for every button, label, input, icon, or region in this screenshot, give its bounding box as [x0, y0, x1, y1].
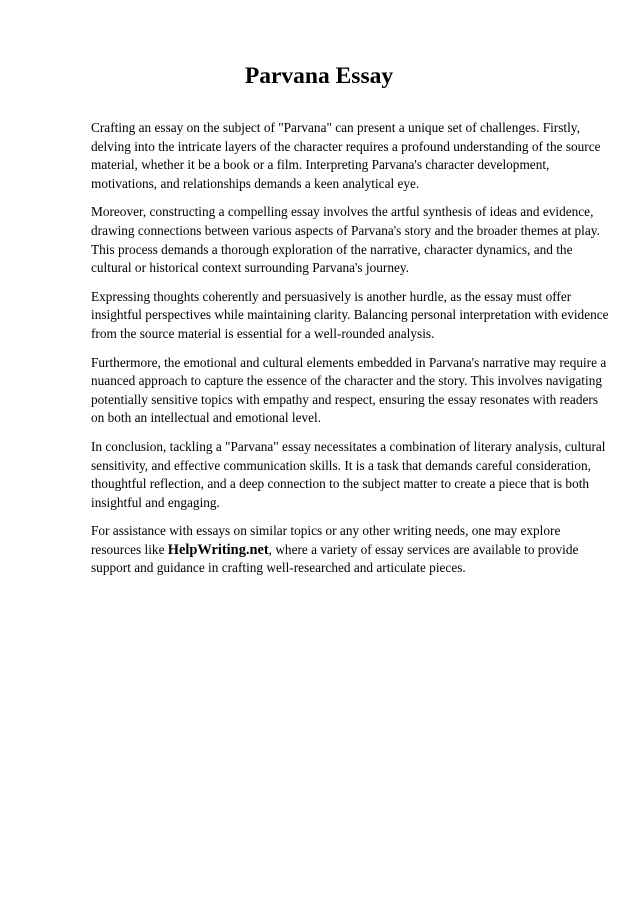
- text-line: insightful and engaging.: [91, 494, 220, 510]
- paragraph-1: [91, 119, 601, 193]
- closing-paragraph: [91, 522, 601, 578]
- text-line: Crafting an essay on the subject of "Parvana" can present a unique set of challenges. Firstly,: [91, 120, 580, 135]
- text-line: drawing connections between various aspects of Parvana's story and the broader themes at play.: [91, 222, 600, 238]
- text-line: Expressing thoughts coherently and persuasively is another hurdle, as the essay must offer: [91, 288, 572, 304]
- text-line: In conclusion, tackling a "Parvana" essay necessitates a combination of literary analysis, cultural: [91, 438, 606, 454]
- text-line: Furthermore, the emotional and cultural elements embedded in Parvana's narrative may require a: [91, 354, 607, 370]
- essay-body: [91, 119, 609, 588]
- paragraph-5: [91, 438, 606, 512]
- text-line: insightful perspectives while maintaining clarity. Balancing personal interpretation with evidence: [91, 307, 609, 323]
- text-line: sensitivity, and effective communication skills. It is a task that demands careful consideration,: [91, 457, 591, 473]
- text-line: thoughtful reflection, and a deep connection to the subject matter to create a piece that is both: [91, 476, 590, 492]
- text-line: This process demands a thorough exploration of the narrative, character dynamics, and the: [91, 241, 573, 257]
- text-line: Moreover, constructing a compelling essay involves the artful synthesis of ideas and evidence,: [91, 204, 594, 220]
- helpwriting-link[interactable]: HelpWriting.net: [167, 541, 269, 558]
- text-line: material, whether it be a book or a film. Interpreting Parvana's character development,: [91, 157, 550, 173]
- text-line: For assistance with essays on similar topics or any other writing needs, one may explore: [91, 523, 561, 539]
- text-line: nuanced approach to capture the essence of the character and the story. This involves navigating: [91, 373, 602, 389]
- paragraph-4: [91, 354, 607, 428]
- text-line: motivations, and relationships demands a keen analytical eye.: [91, 175, 420, 191]
- text-line: delving into the intricate layers of the character requires a profound understanding of the source: [91, 138, 601, 154]
- page-title: Parvana Essay: [244, 63, 394, 89]
- text-line: [91, 541, 601, 560]
- text-line: potentially sensitive topics with empathy and respect, ensuring the essay resonates with readers: [91, 391, 598, 407]
- paragraph-2: [91, 203, 601, 277]
- paragraph-3: [91, 288, 609, 344]
- text-line: on both an intellectual and emotional level.: [91, 410, 322, 426]
- text-fragment: , where a variety of essay services are available to provide: [268, 541, 579, 557]
- text-fragment: resources like: [91, 541, 168, 557]
- text-line: cultural or historical context surrounding Parvana's journey.: [91, 260, 409, 276]
- text-line: from the source material is essential for a well-rounded analysis.: [91, 325, 435, 341]
- text-line: support and guidance in crafting well-researched and articulate pieces.: [91, 560, 466, 576]
